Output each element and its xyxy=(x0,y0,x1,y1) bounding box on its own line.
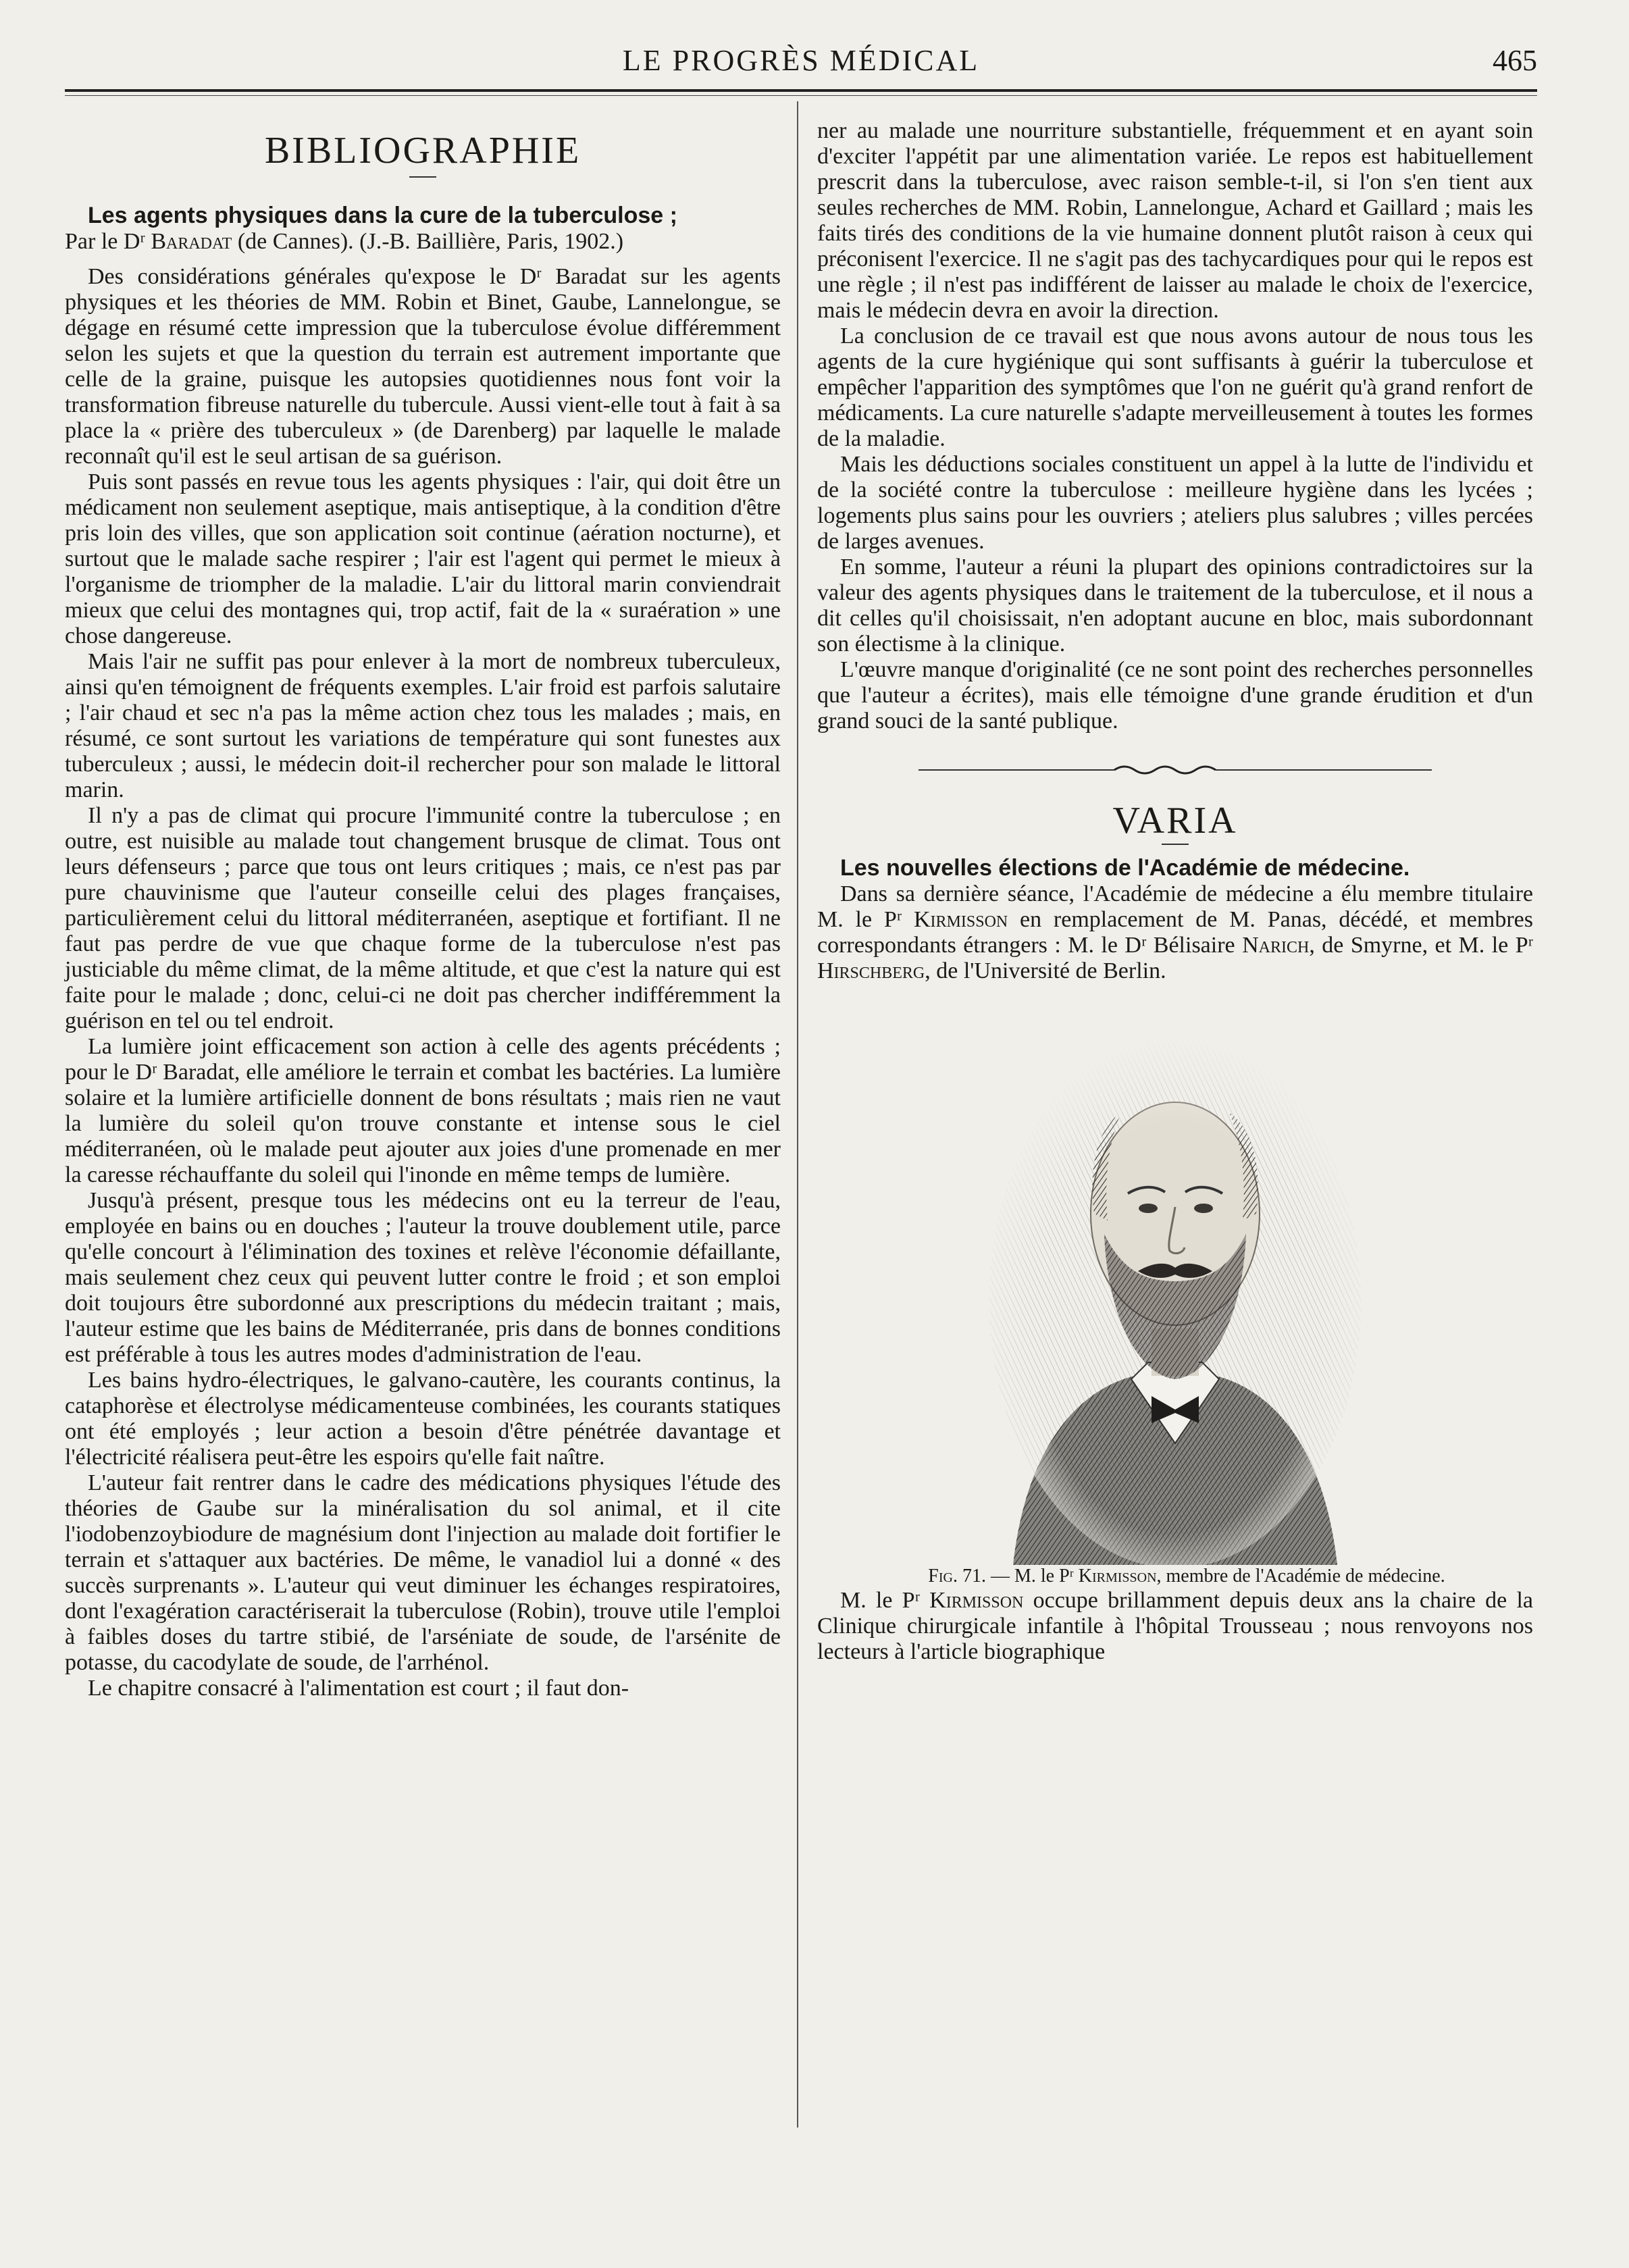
figure-caption xyxy=(817,1565,1533,1588)
paragraph: Il n'y a pas de climat qui procure l'immunité contre la tuberculose ; en outre, est nuisible au malade tout changement brusque de climat. Tous ont leurs défenseurs ; parce que tous ont leurs critiques ; mais, ce n'est pas par pure chauvinisme que l'auteur conseille celui des plages françaises, particulièrement celui du littoral méditerranéen, aseptique et fortifiant. Il ne faut pas perdre de vue que chaque forme de la tuberculose n'est pas justiciable du même climat, de la même altitude, et que c'est la nature qui est faite pour le malade ; donc, celui-ci ne doit pas chercher indifféremment la guérison en tel ou tel endroit. xyxy=(65,803,781,1033)
paragraph: Des considérations générales qu'expose le Dʳ Baradat sur les agents physiques et les théories de MM. Robin et Binet, Gaube, Lannelongue, se dégage en résumé cette impression que la tuberculose évolue différemment selon les sujets et que la question du terrain est autrement importante que celle de la graine, puisque les autopsies quotidiennes nous font voir la transformation fibreuse naturelle du tubercule. Aussi vient-elle tout à fait à sa place la « prière des tuberculeux » (de Darenberg) par laquelle le malade reconnaît qu'il est le seul artisan de sa guérison. xyxy=(65,264,781,469)
paragraph: La lumière joint efficacement son action à celle des agents précédents ; pour le Dʳ Baradat, elle améliore le terrain et combat les bactéries. La lumière solaire et la lumière artificielle donnent de bons résultats ; mais rien ne vaut la lumière du soleil qu'on trouve constante et intense sous le ciel méditerranéen, où le malade peut ajouter aux joies d'une promenade en mer la caresse réchauffante du soleil qui l'inonde en même temps de lumière. xyxy=(65,1034,781,1187)
section-ornament xyxy=(817,760,1533,787)
paragraph: Les bains hydro-électriques, le galvano-cautère, les courants continus, la cataphorèse et électrolyse médicamenteuse combinées, les courants statiques ont été employés ; leur action a besoin d'être pénétrée davantage et l'électricité réalisera peut-être les espoirs qu'elle fait naître. xyxy=(65,1368,781,1470)
ref-author: Baradat xyxy=(151,229,232,254)
article-reference xyxy=(65,229,781,255)
ref-rest: (de Cannes). (J.-B. Baillière, Paris, 1902.) xyxy=(232,229,624,254)
paragraph: Jusqu'à présent, presque tous les médecins ont eu la terreur de l'eau, employée en bains ou en douches ; l'auteur la trouve doublement utile, parce qu'elle concourt à l'élimination des toxines et relève l'économie défaillante, mais seulement chez ceux qui peuvent lutter contre le froid ; et son emploi doit toujours être subordonné aux prescriptions du médecin traitant ; mais, l'auteur estime que les bains de Méditerranée, pris dans de bonnes conditions est préférable à tous les autres modes d'administration de l'eau. xyxy=(65,1188,781,1367)
text-run: occupe brillamment depuis deux ans la chaire de la Clinique chirurgicale infantile à l'hôpital Trousseau ; nous renvoyons nos lecteurs à l'article biographique xyxy=(817,1588,1533,1664)
paragraph xyxy=(817,881,1533,984)
left-column xyxy=(65,118,781,1701)
header-rule-thin xyxy=(65,95,1537,96)
page-number: 465 xyxy=(1493,44,1537,77)
paragraph: ner au malade une nourriture substantielle, fréquemment et en ayant soin d'exciter l'appétit par une alimentation variée. Le repos est habituellement prescrit dans la tuberculose, avec raison semble-t-il, si l'on s'en tient aux seules recherches de MM. Robin, Lannelongue, Achard et Gaillard ; mais les faits tirés des conditions de la vie humaine donnent plutôt raison à ceux qui préconisent l'exercice. Il ne s'agit pas des tachycardiques pour qui le repos est une règle ; il n'est pas indifférent de laisser au malade le choix de l'exercice, mais le médecin devra en avoir la direction. xyxy=(817,118,1533,323)
figure-number: Fig. 71. xyxy=(928,1566,986,1587)
text-run: M. le Pʳ xyxy=(840,1588,930,1613)
portrait-engraving xyxy=(986,1011,1364,1565)
text-run: — M. le Pʳ xyxy=(985,1566,1079,1587)
paragraph: Puis sont passés en revue tous les agents physiques : l'air, qui doit être un médicament non seulement aseptique, mais antiseptique, à la condition d'être pris loin des villes, que son application soit continue (aération nocturne), et surtout que le malade sache respirer ; l'air est l'agent qui permet le mieux à l'organisme de triompher de la maladie. L'air du littoral marin conviendrait mieux que celui des montagnes qui, trop actif, fait de la « suraération » une chose dangereuse. xyxy=(65,469,781,648)
journal-title: LE PROGRÈS MÉDICAL xyxy=(622,44,980,77)
ref-prefix: Par le Dʳ xyxy=(65,229,151,254)
paragraph: L'auteur fait rentrer dans le cadre des médications physiques l'étude des théories de Gaube sur la minéralisation du sol animal, et il cite l'iodobenzoybiodure de magnésium dont l'injection au malade doit fortifier le terrain et s'attaquer aux bactéries. De même, le vanadiol lui a donné « des succès surprenants ». L'auteur qui veut diminuer les échanges respiratoires, dont l'exagération caractériserait la tuberculose (Robin), trouve utile l'emploi à faibles doses du tartre stibié, de l'arséniate de soude, de l'arsénite de potasse, du cacodylate de soude, de l'arrhénol. xyxy=(65,1470,781,1675)
section-title-bibliographie: BIBLIOGRAPHIE xyxy=(264,130,581,172)
column-divider xyxy=(797,101,798,2128)
paragraph: Mais l'air ne suffit pas pour enlever à la mort de nombreux tuberculeux, ainsi qu'en témoignent de fréquents exemples. L'air froid est parfois salutaire ; l'air chaud et sec n'a pas la même action chez tous les malades ; mais, en résumé, ce sont surtout les variations de température qui sont funestes aux tuberculeux ; aussi, le médecin doit-il rechercher pour son malade le littoral marin. xyxy=(65,649,781,802)
paragraph: La conclusion de ce travail est que nous avons autour de nous tous les agents de la cure hygiénique qui sont suffisants à guérir la tuberculose et empêcher l'apparition des symptômes que l'on ne guérit qu'à grand renfort de médicaments. La cure naturelle s'adapte merveilleusement à toutes les formes de la maladie. xyxy=(817,324,1533,451)
person-name: Kirmisson xyxy=(1078,1566,1157,1587)
title-dash xyxy=(409,176,436,178)
paragraph: En somme, l'auteur a réuni la plupart des opinions contradictoires sur la valeur des agents physiques dans le traitement de la tuberculose, et il nous a dit celles qu'il choisissait, n'en adoptant aucune en bloc, mais subordonnant son électisme à la clinique. xyxy=(817,555,1533,656)
page-header xyxy=(65,39,1537,86)
article-title: Les agents physiques dans la cure de la tuberculose ; xyxy=(88,203,677,228)
paragraph: L'œuvre manque d'originalité (ce ne sont point des recherches personnelles que l'auteur a écrites), mais elle témoigne d'une grande érudition et d'un grand souci de la santé publique. xyxy=(817,657,1533,733)
person-name: Kirmisson xyxy=(913,907,1008,932)
person-name: Narich xyxy=(1242,933,1310,958)
text-run: en remplacement de M. Panas, décédé, et membres correspondants étrangers : M. le Dʳ Bélisaire xyxy=(817,907,1533,958)
title-dash xyxy=(1162,844,1189,845)
person-name: Kirmisson xyxy=(929,1588,1024,1613)
article-title: Les nouvelles élections de l'Académie de médecine. xyxy=(840,855,1410,881)
header-rule xyxy=(65,89,1537,92)
paragraph: Le chapitre consacré à l'alimentation est court ; il faut don- xyxy=(88,1676,629,1701)
text-run: Dans sa dernière séance, l'Académie de médecine a élu membre titulaire M. le Pʳ xyxy=(817,881,1533,932)
paragraph xyxy=(817,1588,1533,1665)
paragraph: Mais les déductions sociales constituent un appel à la lutte de l'individu et de la société contre la tuberculose : meilleure hygiène dans les lycées ; logements plus sains pour les ouvriers ; ateliers plus salubres ; villes percées de larges avenues. xyxy=(817,452,1533,554)
person-name: Hirschberg xyxy=(817,958,925,983)
section-title-varia: VARIA xyxy=(1112,800,1238,842)
text-run: , membre de l'Académie de médecine. xyxy=(1156,1566,1445,1587)
text-run: , de Smyrne, et M. le Pʳ xyxy=(1309,933,1534,958)
text-run: , de l'Université de Berlin. xyxy=(925,958,1166,983)
right-column xyxy=(817,118,1533,1665)
